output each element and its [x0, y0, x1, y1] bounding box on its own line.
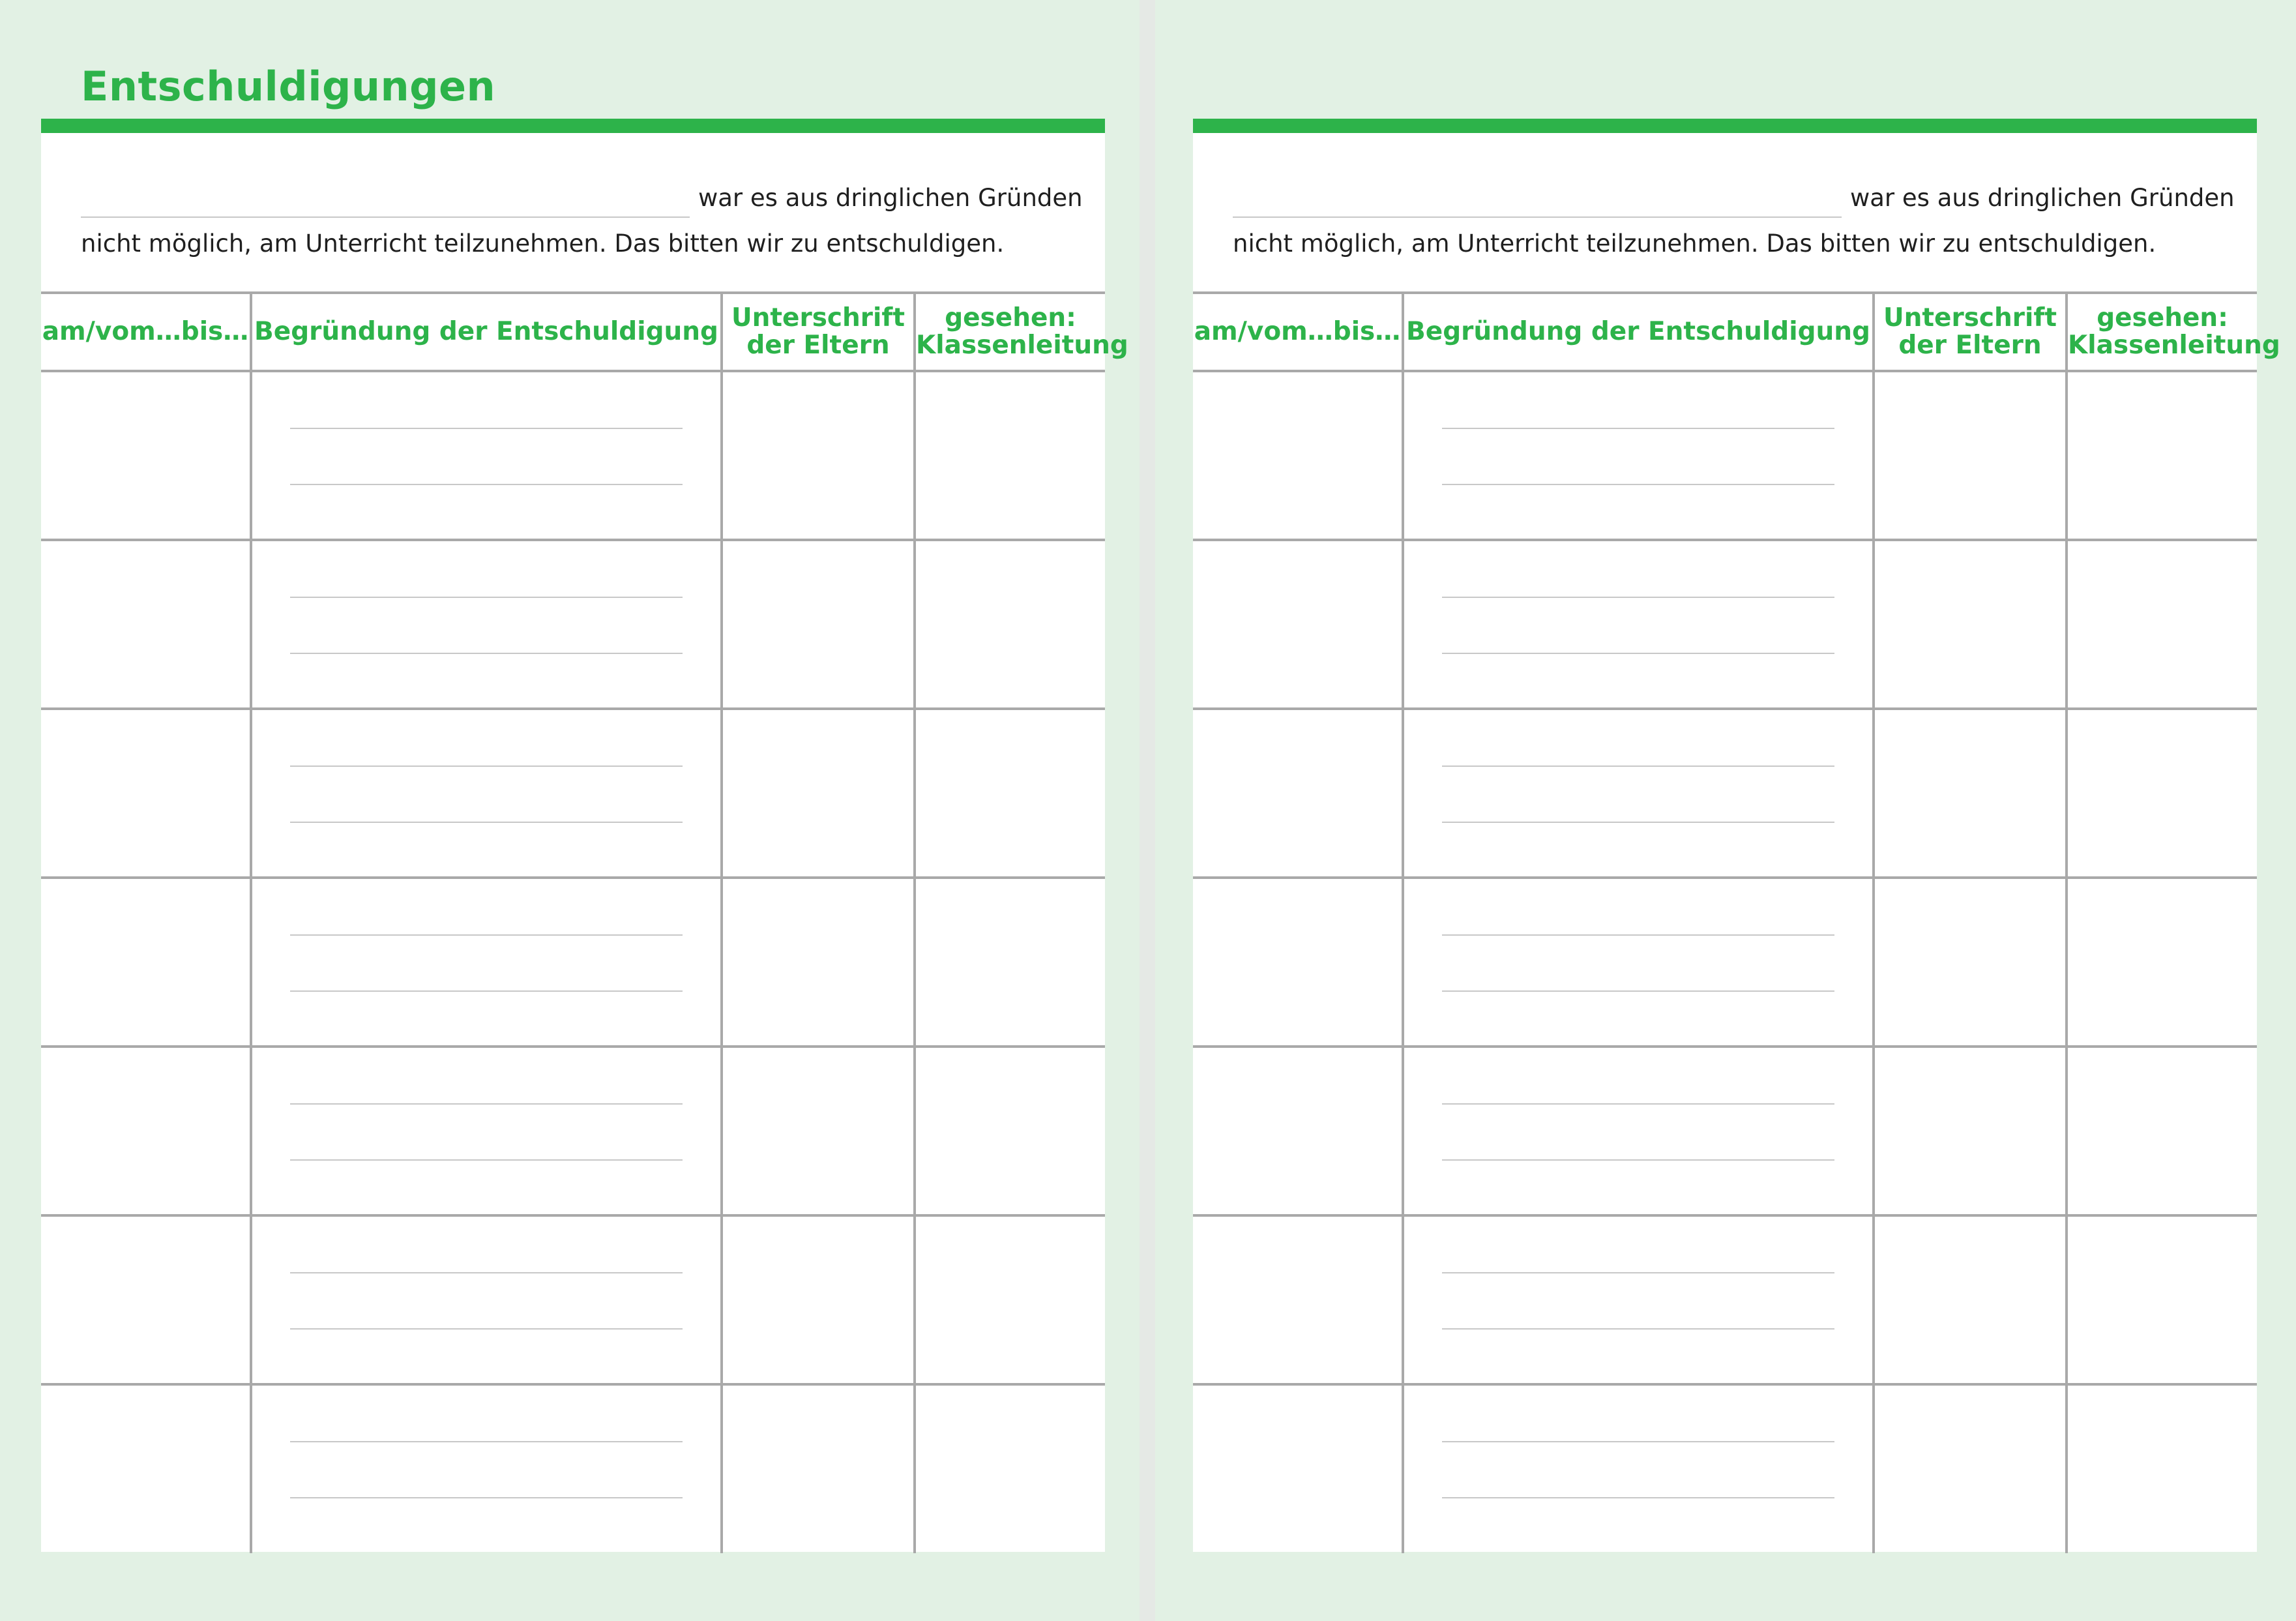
right-page [1193, 0, 2280, 1621]
date-cell[interactable] [1193, 371, 1403, 540]
writing-line [290, 934, 683, 936]
column-header-date: am/vom…bis… [1193, 293, 1403, 371]
date-cell[interactable] [1193, 878, 1403, 1047]
excuse-table [1193, 291, 2280, 1553]
statement-line-1: war es aus dringlichen Gründen [1850, 184, 2235, 212]
date-cell[interactable] [41, 540, 251, 709]
writing-line [290, 1103, 683, 1105]
column-header-date: am/vom…bis… [41, 293, 251, 371]
table-row [1193, 878, 2257, 1047]
writing-line [1442, 428, 1834, 429]
parent-signature-cell[interactable] [722, 1384, 915, 1553]
date-cell[interactable] [41, 1384, 251, 1553]
date-cell[interactable] [41, 371, 251, 540]
table-row [1193, 371, 2257, 540]
parent-signature-cell[interactable] [1874, 1215, 2067, 1384]
date-cell[interactable] [1193, 1215, 1403, 1384]
table-row [41, 1384, 1105, 1553]
writing-line [290, 1328, 683, 1330]
table-row [1193, 709, 2257, 878]
writing-line [1442, 1272, 1834, 1273]
writing-line [1442, 1497, 1834, 1498]
parent-signature-cell[interactable] [1874, 1047, 2067, 1215]
reason-cell[interactable] [251, 1047, 722, 1215]
seen-cell[interactable] [2067, 709, 2257, 878]
reason-cell[interactable] [1403, 540, 1874, 709]
table-row [41, 709, 1105, 878]
table-row [41, 1215, 1105, 1384]
reason-cell[interactable] [251, 1384, 722, 1553]
column-header-parent-signature [1874, 293, 2067, 371]
writing-line [290, 653, 683, 654]
reason-cell[interactable] [251, 709, 722, 878]
writing-line [290, 1159, 683, 1161]
writing-line [290, 484, 683, 485]
writing-line [1442, 1103, 1834, 1105]
seen-cell[interactable] [915, 540, 1105, 709]
table-row [41, 1047, 1105, 1215]
date-cell[interactable] [41, 709, 251, 878]
writing-line [290, 990, 683, 992]
parent-signature-cell[interactable] [722, 540, 915, 709]
seen-cell[interactable] [915, 709, 1105, 878]
parent-signature-cell[interactable] [722, 878, 915, 1047]
writing-line [1442, 597, 1834, 598]
reason-cell[interactable] [251, 878, 722, 1047]
header-text: gesehen: [2097, 303, 2228, 333]
column-header-parent-signature [722, 293, 915, 371]
writing-line [1442, 484, 1834, 485]
reason-cell[interactable] [1403, 878, 1874, 1047]
seen-cell[interactable] [2067, 371, 2257, 540]
writing-line [290, 822, 683, 823]
reason-cell[interactable] [1403, 709, 1874, 878]
header-text: Klassenleitung [2068, 331, 2280, 360]
student-name-field[interactable] [81, 216, 690, 218]
writing-line [1442, 822, 1834, 823]
writing-line [1442, 1328, 1834, 1330]
writing-line [290, 428, 683, 429]
parent-signature-cell[interactable] [1874, 371, 2067, 540]
statement-line-1: war es aus dringlichen Gründen [698, 184, 1083, 212]
reason-cell[interactable] [1403, 371, 1874, 540]
excuse-statement [41, 133, 1105, 293]
spread-gutter [1140, 0, 1155, 1621]
writing-line [290, 766, 683, 767]
date-cell[interactable] [1193, 1384, 1403, 1553]
seen-cell[interactable] [2067, 1384, 2257, 1553]
writing-line [290, 1272, 683, 1273]
column-header-reason: Begründung der Entschuldigung [251, 293, 722, 371]
date-cell[interactable] [41, 878, 251, 1047]
header-text: gesehen: [945, 303, 1076, 333]
column-header-seen [2067, 293, 2280, 371]
date-cell[interactable] [1193, 709, 1403, 878]
table-header-row [1193, 293, 2257, 371]
excuse-form-card [1193, 119, 2280, 1552]
table-row [1193, 1384, 2257, 1553]
left-page [41, 0, 1128, 1621]
parent-signature-cell[interactable] [722, 709, 915, 878]
date-cell[interactable] [1193, 1047, 1403, 1215]
reason-cell[interactable] [1403, 1047, 1874, 1215]
table-header-row [41, 293, 1105, 371]
excuse-table [41, 291, 1128, 1553]
seen-cell[interactable] [2067, 1215, 2257, 1384]
table-row [1193, 1215, 2257, 1384]
seen-cell[interactable] [915, 1384, 1105, 1553]
header-text: der Eltern [1898, 331, 2042, 360]
seen-cell[interactable] [2067, 1047, 2257, 1215]
seen-cell[interactable] [915, 878, 1105, 1047]
column-header-reason: Begründung der Entschuldigung [1403, 293, 1874, 371]
reason-cell[interactable] [251, 371, 722, 540]
statement-line-2: nicht möglich, am Unterricht teilzunehmen. Das bitten wir zu entschuldigen. [81, 230, 1005, 258]
column-header-seen [915, 293, 1128, 371]
writing-line [1442, 766, 1834, 767]
parent-signature-cell[interactable] [1874, 540, 2067, 709]
seen-cell[interactable] [915, 371, 1105, 540]
table-row [41, 878, 1105, 1047]
parent-signature-cell[interactable] [722, 371, 915, 540]
writing-line [1442, 1159, 1834, 1161]
table-row [41, 540, 1105, 709]
writing-line [1442, 653, 1834, 654]
excuse-statement [1193, 133, 2257, 293]
header-text: Unterschrift [731, 303, 905, 333]
writing-line [290, 1441, 683, 1442]
header-text: Unterschrift [1883, 303, 2057, 333]
reason-cell[interactable] [251, 1215, 722, 1384]
writing-line [1442, 934, 1834, 936]
date-cell[interactable] [41, 1215, 251, 1384]
parent-signature-cell[interactable] [1874, 878, 2067, 1047]
writing-line [290, 597, 683, 598]
reason-cell[interactable] [1403, 1215, 1874, 1384]
seen-cell[interactable] [915, 1047, 1105, 1215]
reason-cell[interactable] [251, 540, 722, 709]
date-cell[interactable] [41, 1047, 251, 1215]
table-row [1193, 540, 2257, 709]
seen-cell[interactable] [915, 1215, 1105, 1384]
parent-signature-cell[interactable] [722, 1047, 915, 1215]
student-name-field[interactable] [1233, 216, 1842, 218]
statement-line-2: nicht möglich, am Unterricht teilzunehmen. Das bitten wir zu entschuldigen. [1233, 230, 2156, 258]
page-title: Entschuldigungen [81, 63, 496, 110]
writing-line [1442, 1441, 1834, 1442]
writing-line [290, 1497, 683, 1498]
table-row [1193, 1047, 2257, 1215]
parent-signature-cell[interactable] [722, 1215, 915, 1384]
header-text: der Eltern [746, 331, 890, 360]
table-row [41, 371, 1105, 540]
seen-cell[interactable] [2067, 540, 2257, 709]
date-cell[interactable] [1193, 540, 1403, 709]
reason-cell[interactable] [1403, 1384, 1874, 1553]
excuse-form-card [41, 119, 1128, 1552]
parent-signature-cell[interactable] [1874, 709, 2067, 878]
header-text: Klassenleitung [916, 331, 1128, 360]
seen-cell[interactable] [2067, 878, 2257, 1047]
parent-signature-cell[interactable] [1874, 1384, 2067, 1553]
writing-line [1442, 990, 1834, 992]
